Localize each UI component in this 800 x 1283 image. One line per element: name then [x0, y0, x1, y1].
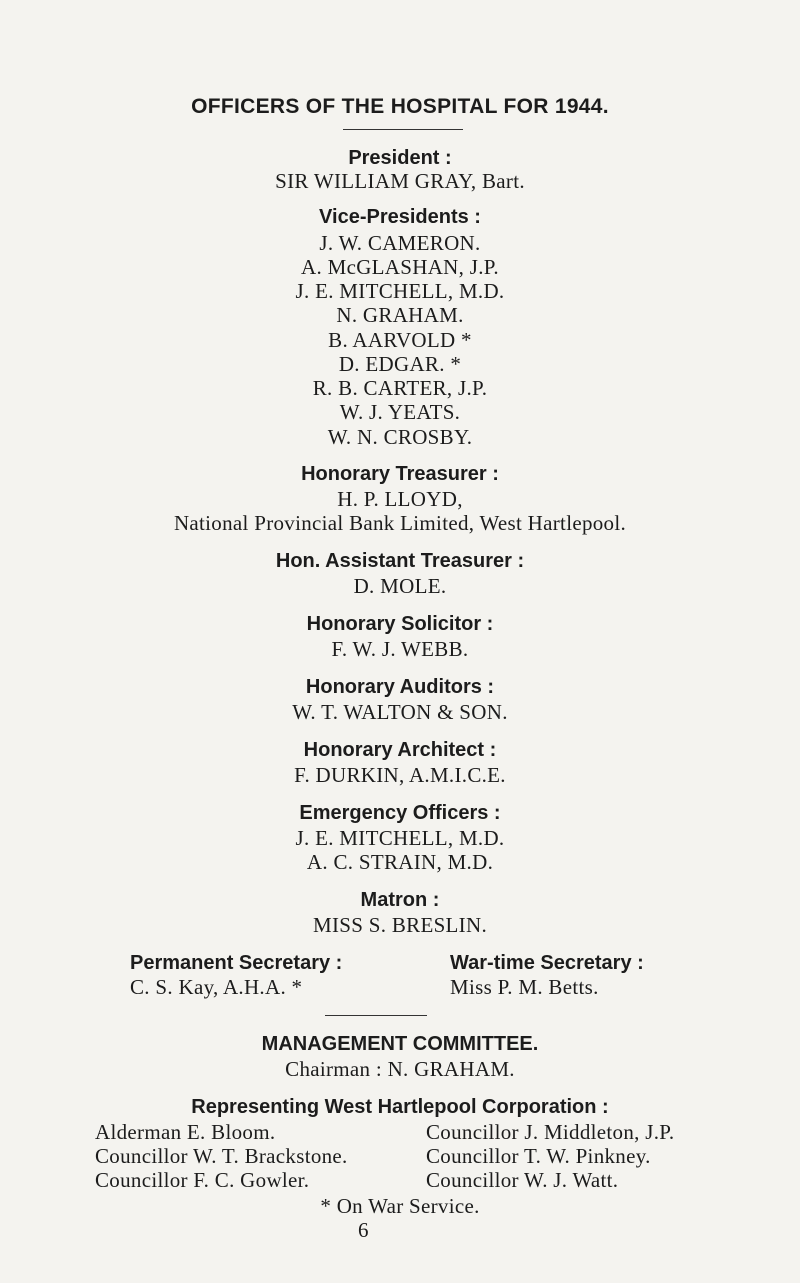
- architect-name: F. DURKIN, A.M.I.C.E.: [294, 763, 506, 787]
- permanent-secretary-name: C. S. Kay, A.H.A. *: [130, 975, 303, 999]
- vice-president-name: W. J. YEATS.: [339, 400, 461, 424]
- footnote: * On War Service.: [320, 1194, 480, 1218]
- committee-member: Councillor W. T. Brackstone.: [95, 1144, 348, 1168]
- architect-heading: Honorary Architect :: [303, 739, 497, 761]
- committee-member: Councillor T. W. Pinkney.: [426, 1144, 651, 1168]
- wartime-secretary-name: Miss P. M. Betts.: [450, 975, 599, 999]
- solicitor-name: F. W. J. WEBB.: [331, 637, 469, 661]
- committee-chairman: Chairman : N. GRAHAM.: [285, 1057, 515, 1081]
- wartime-secretary-heading: War-time Secretary :: [450, 952, 644, 974]
- section-divider: [325, 1015, 427, 1016]
- vice-president-name: N. GRAHAM.: [336, 303, 464, 327]
- vice-president-name: D. EDGAR. *: [338, 352, 462, 376]
- auditors-name: W. T. WALTON & SON.: [292, 700, 508, 724]
- solicitor-heading: Honorary Solicitor :: [306, 613, 494, 635]
- treasurer-bank: National Provincial Bank Limited, West Hartlepool.: [173, 511, 627, 535]
- emergency-heading: Emergency Officers :: [299, 802, 501, 824]
- vice-president-name: R. B. CARTER, J.P.: [312, 376, 488, 400]
- treasurer-name: H. P. LLOYD,: [337, 487, 463, 511]
- representing-heading: Representing West Hartlepool Corporation :: [191, 1096, 609, 1118]
- page-title: OFFICERS OF THE HOSPITAL FOR 1944.: [191, 95, 609, 118]
- matron-name: MISS S. BRESLIN.: [312, 913, 487, 937]
- vice-president-name: J. W. CAMERON.: [319, 231, 481, 255]
- treasurer-heading: Honorary Treasurer :: [301, 463, 499, 485]
- assistant-treasurer-heading: Hon. Assistant Treasurer :: [275, 550, 525, 572]
- president-name: SIR WILLIAM GRAY, Bart.: [275, 169, 525, 193]
- title-divider: [343, 129, 463, 130]
- committee-heading: MANAGEMENT COMMITTEE.: [261, 1033, 539, 1055]
- emergency-officer-name: A. C. STRAIN, M.D.: [306, 850, 494, 874]
- committee-member: Councillor F. C. Gowler.: [95, 1168, 310, 1192]
- vice-president-name: W. N. CROSBY.: [327, 425, 473, 449]
- committee-member: Councillor W. J. Watt.: [426, 1168, 619, 1192]
- vice-president-name: B. AARVOLD *: [328, 328, 472, 352]
- president-heading: President :: [348, 147, 452, 169]
- auditors-heading: Honorary Auditors :: [305, 676, 495, 698]
- committee-member: Alderman E. Bloom.: [95, 1120, 276, 1144]
- emergency-officer-name: J. E. MITCHELL, M.D.: [295, 826, 505, 850]
- vice-president-name: J. E. MITCHELL, M.D.: [295, 279, 505, 303]
- page-number: 6: [358, 1218, 369, 1242]
- vice-presidents-heading: Vice-Presidents :: [319, 206, 481, 228]
- matron-heading: Matron :: [360, 889, 440, 911]
- assistant-treasurer-name: D. MOLE.: [353, 574, 447, 598]
- committee-member: Councillor J. Middleton, J.P.: [426, 1120, 675, 1144]
- permanent-secretary-heading: Permanent Secretary :: [130, 952, 343, 974]
- vice-president-name: A. McGLASHAN, J.P.: [301, 255, 499, 279]
